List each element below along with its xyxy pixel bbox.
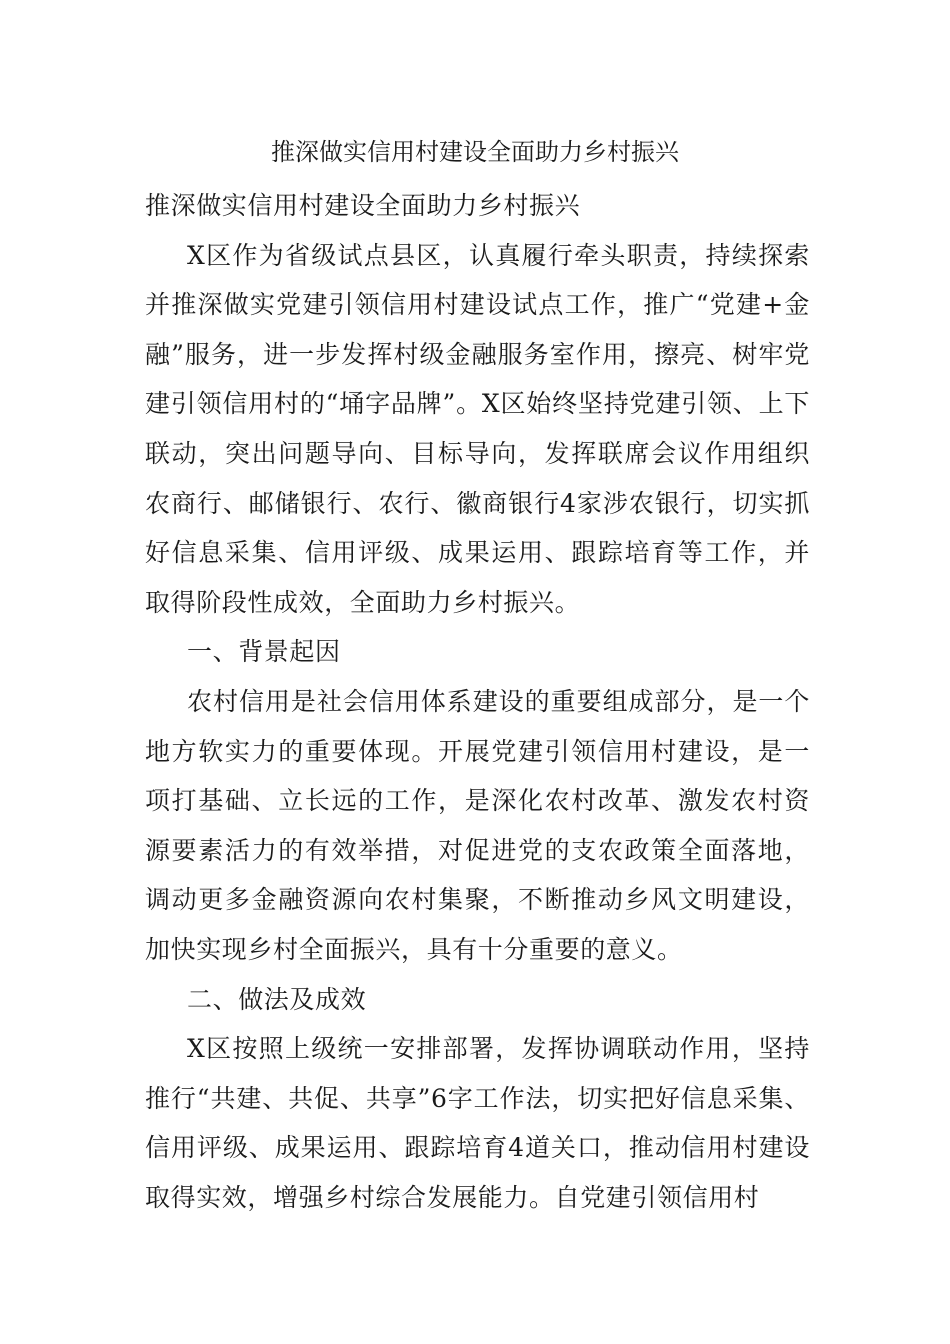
section-heading-methods: 二、做法及成效 bbox=[187, 984, 367, 1014]
section-heading-background: 一、背景起因 bbox=[187, 637, 341, 667]
document-body bbox=[145, 181, 810, 1222]
intro-paragraph: X区作为省级试点县区，认真履行牵头职责，持续探索并推深做实党建引领信用村建设试点工作，推广“党建+金融”服务，进一步发挥村级金融服务室作用，擦亮、树牢党建引领信用村的“埇字品牌”。X区始终坚持党建引领、上下联动，突出问题导向、目标导向，发挥联席会议作用组织农商行、邮储银行、农行、徽商银行4家涉农银行，切实抓好信息采集、信用评级、成果运用、跟踪培育等工作，并取得阶段性成效，全面助力乡村振兴。 bbox=[145, 240, 810, 617]
methods-paragraph: X区按照上级统一安排部署，发挥协调联动作用，坚持推行“共建、共促、共享”6字工作法，切实把好信息采集、信用评级、成果运用、跟踪培育4道关口，推动信用村建设取得实效，增强乡村综合发展能力。自党建引领信用村 bbox=[145, 1034, 810, 1212]
document-subtitle: 推深做实信用村建设全面助力乡村振兴 bbox=[145, 191, 581, 220]
background-paragraph: 农村信用是社会信用体系建设的重要组成部分，是一个地方软实力的重要体现。开展党建引领信用村建设，是一项打基础、立长远的工作，是深化农村改革、激发农村资源要素活力的有效举措，对促进党的支农政策全面落地，调动更多金融资源向农村集聚，不断推动乡风文明建设，加快实现乡村全面振兴，具有十分重要的意义。 bbox=[145, 686, 810, 964]
document-title: 推深做实信用村建设全面助力乡村振兴 bbox=[271, 138, 679, 166]
